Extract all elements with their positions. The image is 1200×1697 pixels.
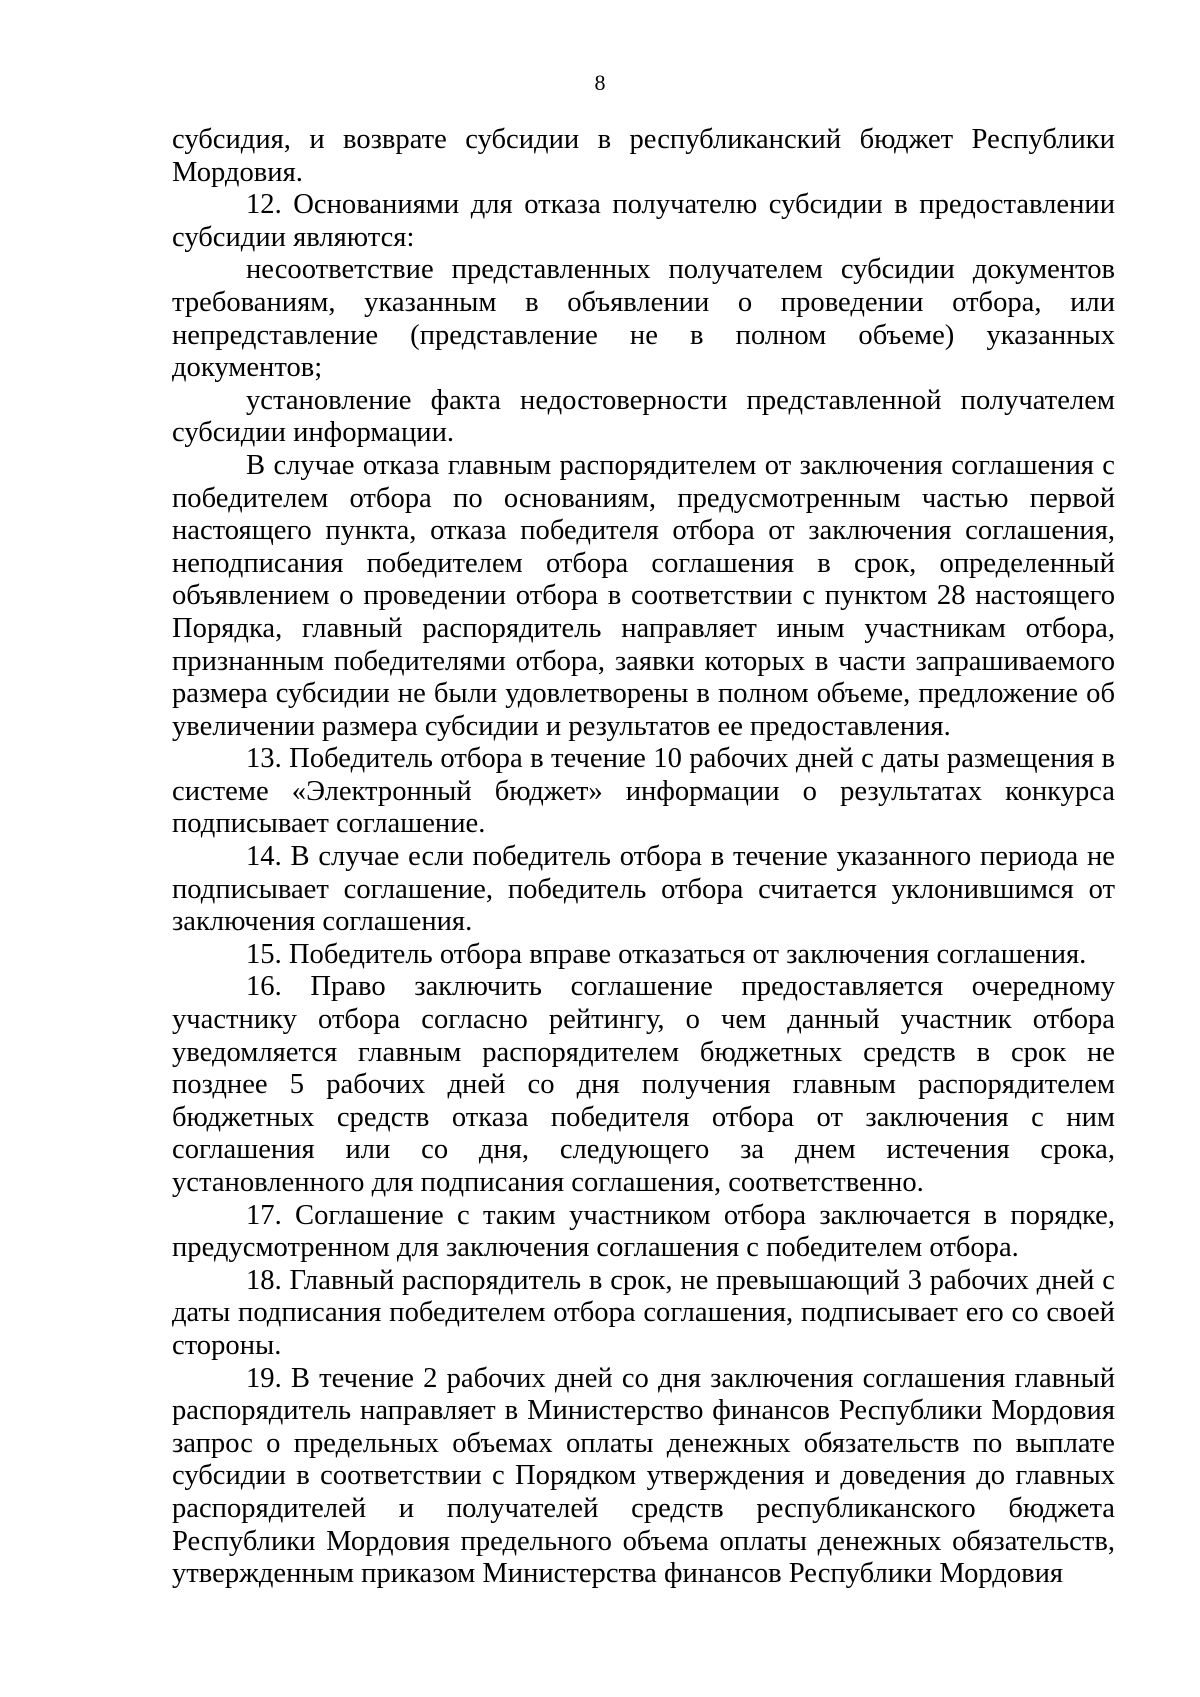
document-body: [172, 124, 1115, 1591]
paragraph-item-12: 12. Основаниями для отказа получателю субсидии в предоставлении субсидии являются:: [172, 189, 1115, 253]
paragraph-refusal-case: В случае отказа главным распорядителем от заключения соглашения с победителем отбора по основаниям, предусмотренным частью первой настоящего пункта, отказа победителя отбора от заключения соглашения, неподписания победителем отбора соглашения в срок, определенный объявлением о проведении отбора в соответствии с пунктом 28 настоящего Порядка, главный распорядитель направляет иным участникам отбора, признанным победителями отбора, заявки которых в части запрашиваемого размера субсидии не были удовлетворены в полном объеме, предложение об увеличении размера субсидии и результатов ее предоставления.: [172, 449, 1115, 742]
paragraph-item-14: 14. В случае если победитель отбора в течение указанного периода не подписывает соглашение, победитель отбора считается уклонившимся от заключения соглашения.: [172, 841, 1115, 938]
paragraph-item-13: 13. Победитель отбора в течение 10 рабочих дней с даты размещения в системе «Электронный бюджет» информации о результатах конкурса подписывает соглашение.: [172, 743, 1115, 840]
paragraph-item-19: 19. В течение 2 рабочих дней со дня заключения соглашения главный распорядитель направляет в Министерство финансов Республики Мордовия запрос о предельных объемах оплаты денежных обязательств по выплате субсидии в соответствии с Порядком утверждения и доведения до главных распорядителей и получателей средств республиканского бюджета Республики Мордовия предельного объема оплаты денежных обязательств, утвержденным приказом Министерства финансов Республики Мордовия: [172, 1362, 1115, 1590]
paragraph-item-16: 16. Право заключить соглашение предоставляется очередному участнику отбора согласно рейтингу, о чем данный участник отбора уведомляется главным распорядителем бюджетных средств в срок не позднее 5 рабочих дней со дня получения главным распорядителем бюджетных средств отказа победителя отбора от заключения с ним соглашения или со дня, следующего за днем истечения срока, установленного для подписания соглашения, соответственно.: [172, 971, 1115, 1198]
paragraph-item-18: 18. Главный распорядитель в срок, не превышающий 3 рабочих дней с даты подписания победителем отбора соглашения, подписывает его со своей стороны.: [172, 1264, 1115, 1361]
paragraph-reason-unreliable-info: установление факта недостоверности представленной получателем субсидии информации.: [172, 384, 1115, 449]
paragraph-reason-nonconformity: несоответствие представленных получателем субсидии документов требованиям, указанным в объявлении о проведении отбора, или непредставление (представление не в полном объеме) указанных документов;: [172, 254, 1115, 384]
page-number: 8: [594, 70, 606, 95]
paragraph-continuation: субсидия, и возврате субсидии в республиканский бюджет Республики Мордовия.: [172, 124, 1115, 188]
paragraph-item-17: 17. Соглашение с таким участником отбора заключается в порядке, предусмотренном для заключения соглашения с победителем отбора.: [172, 1199, 1115, 1264]
paragraph-item-15: 15. Победитель отбора вправе отказаться от заключения соглашения.: [246, 938, 1087, 970]
